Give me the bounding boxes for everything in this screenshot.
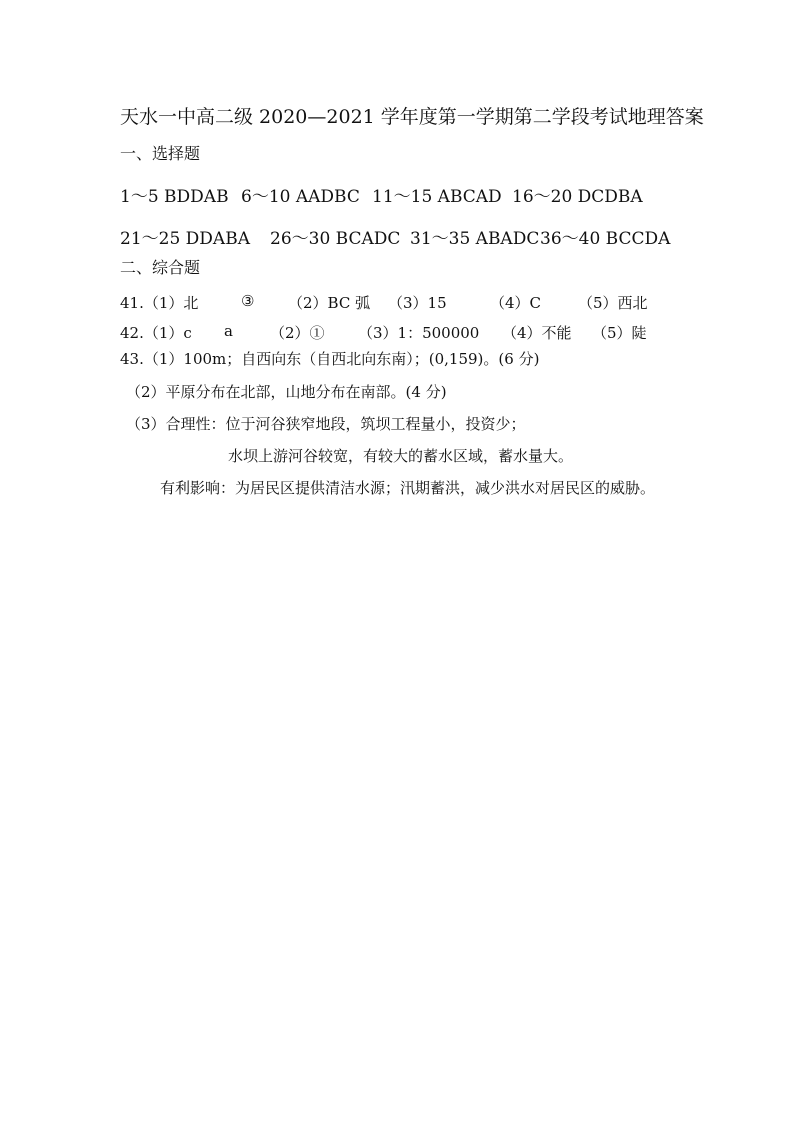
question-43-line-1: 43.（1）100m；自西向东（自西北向东南）；(0,159)。(6 分) [120, 350, 540, 368]
section-heading-multiple-choice: 一、选择题 [120, 144, 201, 163]
mc-answer-group: 6～10 AADBC [241, 187, 360, 207]
mc-answer-group: 26～30 BCADC [270, 229, 401, 249]
q42-part: （2）① [270, 324, 325, 342]
document-title: 天水一中高二级 2020—2021 学年度第一学期第二学段考试地理答案 [120, 106, 704, 128]
mc-answer-group: 21～25 DDABA [120, 229, 250, 249]
q42-part: （3）1：500000 [358, 324, 480, 342]
q42-part: 42.（1）c [120, 324, 192, 342]
q41-part: （3）15 [388, 294, 447, 312]
mc-answer-group: 1～5 BDDAB [120, 187, 229, 207]
q41-part: ③ [241, 292, 255, 310]
question-43-line-4: 水坝上游河谷较宽，有较大的蓄水区域，蓄水量大。 [228, 447, 574, 465]
mc-answer-group: 11～15 ABCAD [372, 187, 502, 207]
section-heading-comprehensive: 二、综合题 [120, 258, 201, 277]
q41-part: 41.（1）北 [120, 294, 199, 312]
question-43-line-5: 有利影响：为居民区提供清洁水源；汛期蓄洪，减少洪水对居民区的威胁。 [160, 479, 656, 497]
q41-part: （2）BC 弧 [288, 294, 371, 312]
mc-answer-group: 16～20 DCDBA [512, 187, 643, 207]
q42-part: （5）陡 [592, 324, 647, 342]
q41-part: （4）C [490, 294, 542, 312]
q42-part: a [224, 322, 233, 340]
q41-part: （5）西北 [578, 294, 648, 312]
q42-part: （4）不能 [502, 324, 572, 342]
question-43-line-3: （3）合理性：位于河谷狭窄地段，筑坝工程量小，投资少； [126, 415, 526, 433]
mc-answer-group: 31～35 ABADC [410, 229, 540, 249]
mc-answer-group: 36～40 BCCDA [540, 229, 671, 249]
question-43-line-2: （2）平原分布在北部，山地分布在南部。(4 分) [126, 383, 447, 401]
